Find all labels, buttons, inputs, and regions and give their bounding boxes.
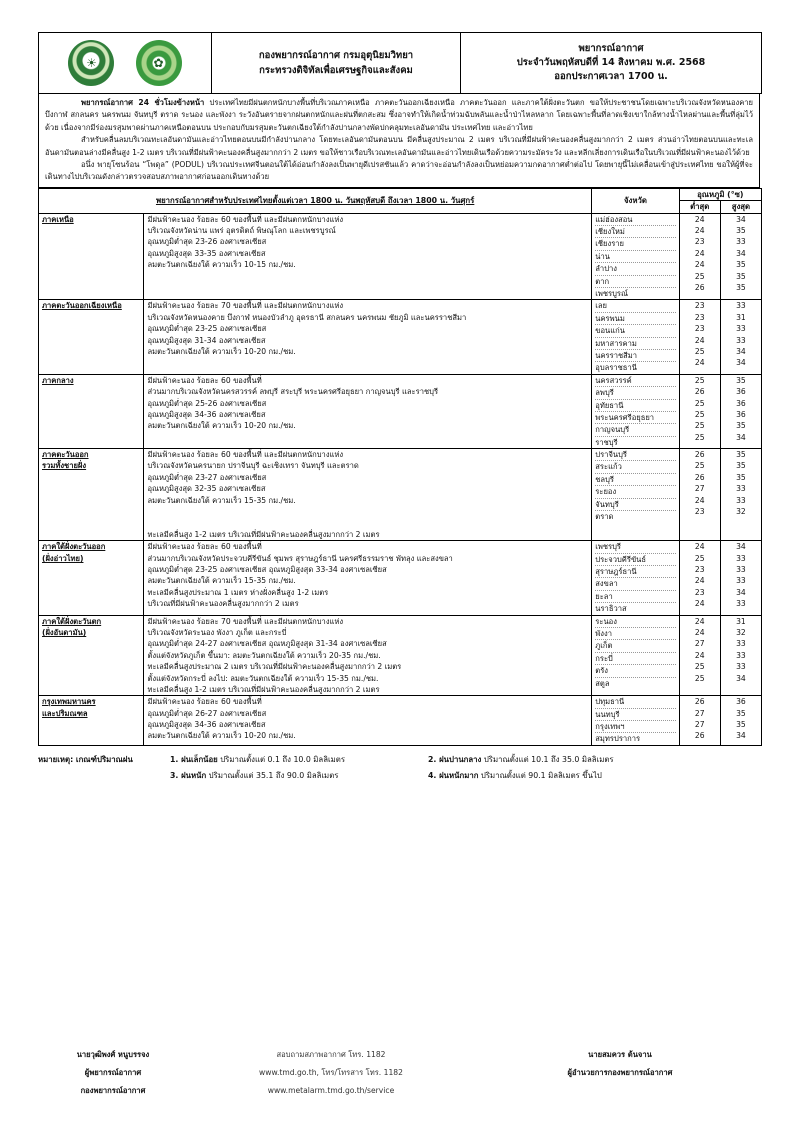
min-temp-value: 24 bbox=[694, 627, 705, 637]
min-temp-value: 26 bbox=[694, 731, 705, 741]
table-row bbox=[39, 300, 762, 374]
min-temp-value: 27 bbox=[694, 484, 705, 494]
max-temp-value: 33 bbox=[736, 237, 746, 247]
province-name: ประจวบคีรีขันธ์ bbox=[595, 554, 675, 566]
forecast-line: มีฝนฟ้าคะนอง ร้อยละ 60 ของพื้นที่ และมีฝนตกหนักบางแห่ง bbox=[147, 214, 344, 224]
logo-cell bbox=[39, 33, 212, 94]
province-name: พังงา bbox=[595, 628, 675, 640]
max-temp-value: 36 bbox=[736, 398, 746, 408]
forecast-line: ลมตะวันตกเฉียงใต้ ความเร็ว 15-35 กม./ชม. bbox=[147, 576, 296, 586]
max-temp-value: 33 bbox=[736, 301, 746, 311]
contact-phone: สอบถามสภาพอากาศ โทร. 1182 bbox=[276, 1050, 386, 1059]
contact-info bbox=[216, 1046, 446, 1100]
table-row bbox=[39, 696, 762, 746]
table-row bbox=[39, 615, 762, 696]
max-temp-value: 33 bbox=[736, 324, 746, 334]
max-temp-value: 34 bbox=[736, 346, 746, 356]
region-name-line: และปริมณฑล bbox=[42, 708, 88, 718]
max-temp-value: 34 bbox=[736, 673, 746, 683]
forecast-summary bbox=[38, 94, 760, 188]
min-temp-value: 24 bbox=[694, 214, 705, 224]
region-forecast-text bbox=[144, 615, 592, 696]
min-temp-list bbox=[679, 541, 720, 615]
region-name bbox=[39, 696, 144, 746]
region-name-line: ภาคเหนือ bbox=[42, 214, 74, 224]
region-name bbox=[39, 213, 144, 300]
max-temp-value: 35 bbox=[736, 271, 746, 281]
province-name: ภูเก็ต bbox=[595, 640, 675, 652]
min-temp-value: 24 bbox=[694, 248, 705, 258]
province-name: ยะลา bbox=[595, 591, 675, 603]
province-name: สมุทรปราการ bbox=[595, 734, 641, 744]
mdes-logo-icon: ✿ bbox=[136, 40, 182, 86]
max-temp-list bbox=[720, 449, 761, 541]
summary-text-1: ประเทศไทยมีฝนตกหนักบางพื้นที่บริเวณภาคเหนือ ภาคตะวันออกเฉียงเหนือ ภาคตะวันออก และภาคใต้ฝั่งตะวันตก ขอให้ประชาชนโดยเฉพาะบริเวณจังหวัดหนองคาย บึงกาฬ สกลนคร นครพนม จันทบุรี ตราด ระนอง และพังงา ระวังอันตรายจากฝนตกหนักและฝนที่ตกสะสม ซึ่งอาจทำให้เกิดน้ำท่วมฉับพลันและน้ำป่าไหลหลาก โดยเฉพาะพื้นที่ลาดเชิงเขาใกล้ทางน้ำไหลผ่านและพื้นที่ลุ่มไว้ด้วย เนื่องจากมีร่องมรสุมพาดผ่านภาคเหนือตอนบน ประกอบกับมรสุมตะวันตกเฉียงใต้กำลังปานกลางพัดปกคลุมทะเลอันดามัน ประเทศไทย และอ่าวไทย bbox=[45, 98, 754, 132]
rainfall-note bbox=[38, 752, 762, 784]
province-name: ระนอง bbox=[595, 616, 675, 628]
region-name-line: (ฝั่งอันดามัน) bbox=[42, 627, 87, 637]
regional-forecast-body bbox=[39, 213, 762, 745]
max-temp-value: 33 bbox=[736, 564, 746, 574]
min-temp-value: 24 bbox=[694, 358, 705, 368]
region-name bbox=[39, 615, 144, 696]
province-name: นครพนม bbox=[595, 313, 675, 325]
min-temp-value: 24 bbox=[694, 599, 705, 609]
max-temp-value: 33 bbox=[736, 662, 746, 672]
province-list bbox=[592, 541, 679, 615]
forecast-line: มีฝนฟ้าคะนอง ร้อยละ 70 ของพื้นที่ และมีฝนตกหนักบางแห่ง bbox=[147, 301, 344, 311]
summary-paragraph-3: อนึ่ง พายุโซนร้อน “โพดุล” (PODUL) บริเวณประเทศจีนตอนใต้ได้อ่อนกำลังลงเป็นพายุดีเปรสชันแล้ว คาดว่าจะอ่อนกำลังลงเป็นหย่อมความกดอากาศต่ำต่อไป โดยพายุนี้ไม่เคลื่อนเข้าสู่ประเทศไทย ขอให้ผู้ที่จะเดินทางไปบริเวณดังกล่าวตรวจสอบสภาพอากาศก่อนออกเดินทางด้วย bbox=[45, 160, 753, 182]
department-name: กองพยากรณ์อากาศ กรมอุตุนิยมวิทยา bbox=[258, 50, 414, 61]
min-temp-value: 25 bbox=[694, 421, 705, 431]
region-name bbox=[39, 300, 144, 374]
forecast-line: อุณหภูมิสูงสุด 32-35 องศาเซลเซียส bbox=[147, 484, 266, 494]
forecast-line: ลมตะวันตกเฉียงใต้ ความเร็ว 10-15 กม./ชม. bbox=[147, 260, 296, 270]
min-temp-value: 25 bbox=[694, 409, 705, 419]
max-temp-value: 34 bbox=[736, 587, 746, 597]
max-temp-value: 35 bbox=[736, 708, 746, 718]
min-temp-value: 23 bbox=[694, 564, 705, 574]
max-temp-value: 34 bbox=[736, 358, 746, 368]
forecast-line: บริเวณจังหวัดน่าน แพร่ อุตรดิตถ์ พิษณุโลก และเพชรบูรณ์ bbox=[147, 226, 336, 236]
max-temp-value: 35 bbox=[736, 720, 746, 730]
max-temp-value: 33 bbox=[736, 484, 746, 494]
max-temp-value: 31 bbox=[736, 312, 746, 322]
province-name: ชลบุรี bbox=[595, 474, 675, 486]
min-temp-value: 25 bbox=[694, 673, 705, 683]
min-temp-value: 25 bbox=[694, 375, 705, 385]
summary-paragraph-1 bbox=[45, 97, 753, 134]
forecast-line: อุณหภูมิต่ำสุด 23-27 องศาเซลเซียส bbox=[147, 472, 267, 482]
min-temp-value: 24 bbox=[694, 650, 705, 660]
forecaster-position: ผู้พยากรณ์อากาศ bbox=[84, 1068, 142, 1077]
province-name: ขอนแก่น bbox=[595, 325, 675, 337]
min-temp-value: 26 bbox=[694, 283, 705, 292]
forecast-document bbox=[38, 32, 762, 784]
province-name: ปราจีนบุรี bbox=[595, 449, 675, 461]
max-temp-list bbox=[720, 300, 761, 374]
province-name: มหาสารคาม bbox=[595, 338, 675, 350]
report-date: ประจำวันพฤหัสบดีที่ 14 สิงหาคม พ.ศ. 2568 bbox=[516, 57, 706, 68]
province-name: สตูล bbox=[595, 678, 610, 688]
note-row-1 bbox=[38, 752, 762, 768]
forecast-column-header: พยากรณ์อากาศสำหรับประเทศไทยตั้งแต่เวลา 1800 น. วันพฤหัสบดี ถึงเวลา 1800 น. วันศุกร์ bbox=[39, 188, 592, 213]
min-temp-value: 26 bbox=[694, 697, 705, 707]
table-row bbox=[39, 449, 762, 541]
forecast-line: บริเวณจังหวัดนครนายก ปราจีนบุรี ฉะเชิงเทรา จันทบุรี และตราด bbox=[147, 461, 359, 471]
forecast-line: อุณหภูมิต่ำสุด 23-26 องศาเซลเซียส bbox=[147, 237, 267, 247]
max-temp-value: 35 bbox=[736, 472, 746, 482]
forecast-line: ส่วนมากบริเวณจังหวัดนครสวรรค์ ลพบุรี สระบุรี พระนครศรีอยุธยา กาญจนบุรี และราชบุรี bbox=[147, 387, 439, 397]
province-name: สระแก้ว bbox=[595, 461, 675, 473]
forecast-line: อุณหภูมิต่ำสุด 26-27 องศาเซลเซียส bbox=[147, 708, 267, 718]
forecast-line: อุณหภูมิต่ำสุด 25-26 องศาเซลเซียส bbox=[147, 398, 267, 408]
min-temp-value: 25 bbox=[694, 553, 705, 563]
max-temp-value: 35 bbox=[736, 461, 746, 471]
forecast-line: ลมตะวันตกเฉียงใต้ ความเร็ว 10-20 กม./ชม. bbox=[147, 731, 296, 741]
province-list bbox=[592, 696, 679, 746]
forecast-line: ลมตะวันตกเฉียงใต้ ความเร็ว 10-20 กม./ชม. bbox=[147, 346, 296, 356]
forecast-line: บริเวณจังหวัดระนอง พังงา ภูเก็ต และกระบี่ bbox=[147, 627, 287, 637]
province-name: อุบลราชธานี bbox=[595, 363, 637, 373]
min-temp-list bbox=[679, 300, 720, 374]
max-temp-value: 36 bbox=[736, 409, 746, 419]
note-item-2: 2. ฝนปานกลาง ปริมาณตั้งแต่ 10.1 ถึง 35.0 มิลลิเมตร bbox=[428, 754, 614, 764]
min-temp-value: 23 bbox=[694, 587, 705, 597]
tmd-logo-icon: ☀ bbox=[68, 40, 114, 86]
region-name-line: รวมทั้งชายฝั่ง bbox=[42, 461, 87, 471]
table-row bbox=[39, 374, 762, 448]
max-temp-list bbox=[720, 213, 761, 300]
region-forecast-text bbox=[144, 541, 592, 615]
forecast-line bbox=[147, 357, 588, 368]
region-forecast-text bbox=[144, 213, 592, 300]
note-item-3: 3. ฝนหนัก ปริมาณตั้งแต่ 35.1 ถึง 90.0 มิลลิเมตร bbox=[170, 770, 339, 780]
min-temp-list bbox=[679, 213, 720, 300]
region-forecast-text bbox=[144, 449, 592, 541]
province-name: ตรัง bbox=[595, 665, 675, 677]
province-name: เชียงราย bbox=[595, 238, 675, 250]
max-temp-value: 35 bbox=[736, 450, 746, 460]
province-name: ลพบุรี bbox=[595, 387, 675, 399]
province-list bbox=[592, 300, 679, 374]
province-name: สงขลา bbox=[595, 578, 675, 590]
regional-forecast-table bbox=[38, 188, 762, 746]
forecast-line: อุณหภูมิสูงสุด 34-36 องศาเซลเซียส bbox=[147, 409, 266, 419]
province-name: ระยอง bbox=[595, 486, 675, 498]
forecast-line: อุณหภูมิต่ำสุด 23-25 องศาเซลเซียส อุณหภูมิสูงสุด 33-34 องศาเซลเซียส bbox=[147, 564, 387, 574]
max-temp-value: 33 bbox=[736, 553, 746, 563]
province-name: เพชรบุรี bbox=[595, 541, 675, 553]
note-label: หมายเหตุ: เกณฑ์ปริมาณฝน bbox=[38, 754, 133, 764]
province-name: น่าน bbox=[595, 251, 675, 263]
summary-lead: พยากรณ์อากาศ 24 ชั่วโมงข้างหน้า bbox=[81, 98, 205, 107]
max-temp-value: 31 bbox=[736, 616, 746, 626]
province-name: ตาก bbox=[595, 276, 675, 288]
min-temp-value: 23 bbox=[694, 507, 705, 517]
max-temp-value: 32 bbox=[736, 627, 746, 637]
region-name-line: ภาคใต้ฝั่งตะวันออก bbox=[42, 542, 106, 552]
forecast-line: ลมตะวันตกเฉียงใต้ ความเร็ว 10-20 กม./ชม. bbox=[147, 421, 296, 431]
max-temp-value: 36 bbox=[736, 697, 746, 707]
province-list bbox=[592, 615, 679, 696]
forecast-line: อุณหภูมิสูงสุด 31-34 องศาเซลเซียส bbox=[147, 335, 266, 345]
max-temp-value: 34 bbox=[736, 542, 746, 552]
department-cell bbox=[212, 33, 461, 94]
temperature-column-header: อุณหภูมิ (°ซ) bbox=[679, 188, 761, 200]
max-temp-value: 35 bbox=[736, 260, 746, 270]
forecast-line: อุณหภูมิต่ำสุด 23-25 องศาเซลเซียส bbox=[147, 324, 267, 334]
province-name: แม่ฮ่องสอน bbox=[595, 214, 675, 226]
forecast-line bbox=[147, 517, 588, 528]
max-temp-list bbox=[720, 541, 761, 615]
province-name: อุทัยธานี bbox=[595, 400, 675, 412]
province-name: เลย bbox=[595, 300, 675, 312]
max-temp-value: 32 bbox=[736, 507, 746, 517]
province-name: กาญจนบุรี bbox=[595, 424, 675, 436]
province-column-header: จังหวัด bbox=[592, 188, 679, 213]
forecast-line: ตั้งแต่จังหวัดภูเก็ต ขึ้นมา: ลมตะวันตกเฉียงใต้ ความเร็ว 20-35 กม./ชม. bbox=[147, 650, 381, 660]
forecast-line: มีฝนฟ้าคะนอง ร้อยละ 60 ของพื้นที่ bbox=[147, 542, 262, 552]
forecast-line bbox=[147, 282, 588, 293]
ministry-name: กระทรวงดิจิทัลเพื่อเศรษฐกิจและสังคม bbox=[259, 65, 413, 76]
min-temp-value: 26 bbox=[694, 472, 705, 482]
forecast-line: ลมตะวันตกเฉียงใต้ ความเร็ว 15-35 กม./ชม. bbox=[147, 495, 296, 505]
province-list bbox=[592, 449, 679, 541]
header-table bbox=[38, 32, 762, 94]
max-temp-value: 34 bbox=[736, 432, 746, 442]
max-temp-value: 35 bbox=[736, 226, 746, 236]
contact-website-link[interactable]: www.tmd.go.th, โทร/โทรสาร โทร. 1182 bbox=[259, 1068, 403, 1077]
province-name: กระบี่ bbox=[595, 653, 675, 665]
director-name: นายสมควร ต้นจาน bbox=[588, 1050, 652, 1059]
province-name: สุราษฎร์ธานี bbox=[595, 566, 675, 578]
region-name-line: ภาคตะวันออกเฉียงเหนือ bbox=[42, 301, 122, 311]
max-temp-value: 34 bbox=[736, 214, 746, 224]
region-name bbox=[39, 449, 144, 541]
max-temp-value: 35 bbox=[736, 283, 746, 292]
max-temp-value: 35 bbox=[736, 421, 746, 431]
min-temp-list bbox=[679, 374, 720, 448]
max-temp-value: 33 bbox=[736, 599, 746, 609]
province-list bbox=[592, 374, 679, 448]
min-temp-value: 24 bbox=[694, 616, 705, 626]
note-item-4: 4. ฝนหนักมาก ปริมาณตั้งแต่ 90.1 มิลลิเมตร ขึ้นไป bbox=[428, 770, 602, 780]
min-temp-value: 25 bbox=[694, 271, 705, 281]
min-temp-value: 25 bbox=[694, 662, 705, 672]
max-temp-value: 36 bbox=[736, 387, 746, 397]
director-position: ผู้อำนวยการกองพยากรณ์อากาศ bbox=[567, 1068, 673, 1077]
min-temp-value: 26 bbox=[694, 387, 705, 397]
min-temp-list bbox=[679, 449, 720, 541]
province-name: นราธิวาส bbox=[595, 604, 627, 614]
forecast-line: ทะเลมีคลื่นสูงประมาณ 2 เมตร บริเวณที่มีฝนฟ้าคะนองคลื่นสูงมากกว่า 2 เมตร bbox=[147, 662, 402, 672]
min-temp-value: 24 bbox=[694, 226, 705, 236]
min-temp-value: 23 bbox=[694, 312, 705, 322]
min-temp-value: 25 bbox=[694, 346, 705, 356]
forecast-line: ทะเลมีคลื่นสูงประมาณ 1 เมตร ห่างฝั่งคลื่นสูง 1-2 เมตร bbox=[147, 587, 329, 597]
min-temp-value: 24 bbox=[694, 260, 705, 270]
forecaster-division: กองพยากรณ์อากาศ bbox=[80, 1086, 146, 1095]
forecast-line: ตั้งแต่จังหวัดกระบี่ ลงไป: ลมตะวันตกเฉียงใต้ ความเร็ว 15-35 กม./ชม. bbox=[147, 673, 379, 683]
director-signature bbox=[478, 1046, 762, 1082]
region-name-line: ภาคกลาง bbox=[42, 375, 74, 385]
min-temp-value: 24 bbox=[694, 335, 705, 345]
min-temp-value: 25 bbox=[694, 432, 705, 442]
note-row-2 bbox=[38, 768, 762, 784]
province-name: นนทบุรี bbox=[595, 709, 675, 721]
forecast-line: อุณหภูมิต่ำสุด 24-27 องศาเซลเซียส อุณหภูมิสูงสุด 31-34 องศาเซลเซียส bbox=[147, 639, 387, 649]
min-temp-value: 25 bbox=[694, 461, 705, 471]
forecast-line: ส่วนมากบริเวณจังหวัดประจวบคีรีขันธ์ ชุมพร สุราษฎร์ธานี นครศรีธรรมราช พัทลุง และสงขลา bbox=[147, 553, 453, 563]
province-name: ราชบุรี bbox=[595, 437, 618, 447]
forecaster-signature bbox=[38, 1046, 188, 1100]
province-list bbox=[592, 213, 679, 300]
max-temp-list bbox=[720, 374, 761, 448]
min-temp-value: 27 bbox=[694, 639, 705, 649]
max-temp-value: 33 bbox=[736, 576, 746, 586]
min-temp-value: 24 bbox=[694, 542, 705, 552]
province-name: นครสวรรค์ bbox=[595, 375, 675, 387]
min-temp-value: 23 bbox=[694, 301, 705, 311]
report-issue-time: ออกประกาศเวลา 1700 น. bbox=[554, 71, 668, 82]
region-forecast-text bbox=[144, 696, 592, 746]
min-temp-list bbox=[679, 615, 720, 696]
max-temp-value: 33 bbox=[736, 639, 746, 649]
max-temp-list bbox=[720, 696, 761, 746]
report-title: พยากรณ์อากาศ bbox=[578, 43, 644, 54]
province-name: พระนครศรีอยุธยา bbox=[595, 412, 675, 424]
region-forecast-text bbox=[144, 374, 592, 448]
min-temp-value: 24 bbox=[694, 495, 705, 505]
forecast-line bbox=[147, 271, 588, 282]
forecast-line bbox=[147, 506, 588, 517]
min-temp-value: 27 bbox=[694, 720, 705, 730]
region-name-line: (ฝั่งอ่าวไทย) bbox=[42, 553, 84, 563]
province-name: นครราชสีมา bbox=[595, 350, 675, 362]
contact-service-link[interactable]: www.metalarm.tmd.go.th/service bbox=[267, 1086, 395, 1095]
region-name bbox=[39, 541, 144, 615]
province-name: ตราด bbox=[595, 512, 614, 522]
table-row bbox=[39, 213, 762, 300]
forecast-line: มีฝนฟ้าคะนอง ร้อยละ 60 ของพื้นที่ และมีฝนตกหนักบางแห่ง bbox=[147, 450, 344, 460]
min-temp-header: ต่ำสุด bbox=[679, 201, 720, 213]
forecast-line: ทะเลมีคลื่นสูง 1-2 เมตร บริเวณที่มีฝนฟ้าคะนองคลื่นสูงมากกว่า 2 เมตร bbox=[147, 684, 380, 694]
forecast-line: บริเวณจังหวัดหนองคาย บึงกาฬ หนองบัวลำภู อุดรธานี สกลนคร นครพนม ชัยภูมิ และนครราชสีมา bbox=[147, 312, 467, 322]
max-temp-value: 35 bbox=[736, 375, 746, 385]
max-temp-value: 33 bbox=[736, 650, 746, 660]
province-name: ลำปาง bbox=[595, 263, 675, 275]
max-temp-header: สูงสุด bbox=[720, 201, 761, 213]
province-name: ปทุมธานี bbox=[595, 696, 675, 708]
max-temp-list bbox=[720, 615, 761, 696]
region-name bbox=[39, 374, 144, 448]
table-row bbox=[39, 541, 762, 615]
min-temp-value: 27 bbox=[694, 708, 705, 718]
province-name: เพชรบูรณ์ bbox=[595, 289, 629, 298]
province-name: กรุงเทพฯ bbox=[595, 721, 675, 733]
forecast-line: มีฝนฟ้าคะนอง ร้อยละ 60 ของพื้นที่ bbox=[147, 697, 262, 707]
region-name-line: ภาคใต้ฝั่งตะวันตก bbox=[42, 616, 102, 626]
max-temp-value: 34 bbox=[736, 731, 746, 741]
min-temp-value: 23 bbox=[694, 324, 705, 334]
summary-paragraph-2: สำหรับคลื่นลมบริเวณทะเลอันดามันและอ่าวไทยตอนบนมีกำลังปานกลาง โดยทะเลอันดามันตอนบน มีคลื่นสูงประมาณ 2 เมตร บริเวณที่มีฝนฟ้าคะนองคลื่นสูงมากกว่า 2 เมตร ส่วนอ่าวไทยตอนบนและทะเลอันดามันตอนล่างมีคลื่นสูง 1-2 เมตร บริเวณที่มีฝนฟ้าคะนองคลื่นสูงมากกว่า 2 เมตร ขอให้ชาวเรือบริเวณทะเลอันดามันและอ่าวไทยเดินเรือด้วยความระมัดระวัง และหลีกเลี่ยงการเดินเรือในบริเวณที่มีฝนฟ้าคะนองไว้ด้วย bbox=[45, 135, 753, 157]
forecast-line: มีฝนฟ้าคะนอง ร้อยละ 60 ของพื้นที่ bbox=[147, 375, 262, 385]
report-cell bbox=[461, 33, 762, 94]
region-name-line: กรุงเทพมหานคร bbox=[42, 697, 96, 707]
min-temp-value: 26 bbox=[694, 450, 705, 460]
note-item-1: 1. ฝนเล็กน้อย ปริมาณตั้งแต่ 0.1 ถึง 10.0 มิลลิเมตร bbox=[170, 754, 346, 764]
forecast-line: บริเวณที่มีฝนฟ้าคะนองคลื่นสูงมากกว่า 2 เมตร bbox=[147, 599, 299, 609]
forecast-line bbox=[147, 432, 588, 443]
min-temp-list bbox=[679, 696, 720, 746]
max-temp-value: 33 bbox=[736, 335, 746, 345]
forecaster-name: นายวุฒิพงศ์ หนูบรรจง bbox=[76, 1050, 150, 1059]
province-name: เชียงใหม่ bbox=[595, 226, 675, 238]
min-temp-value: 25 bbox=[694, 398, 705, 408]
region-name-line: ภาคตะวันออก bbox=[42, 450, 89, 460]
forecast-line: อุณหภูมิสูงสุด 34-36 องศาเซลเซียส bbox=[147, 720, 266, 730]
forecast-line: ทะเลมีคลื่นสูง 1-2 เมตร บริเวณที่มีฝนฟ้าคะนองคลื่นสูงมากกว่า 2 เมตร bbox=[147, 529, 380, 539]
forecast-line: อุณหภูมิสูงสุด 33-35 องศาเซลเซียส bbox=[147, 248, 266, 258]
province-name: จันทบุรี bbox=[595, 499, 675, 511]
min-temp-value: 24 bbox=[694, 576, 705, 586]
min-temp-value: 23 bbox=[694, 237, 705, 247]
region-forecast-text bbox=[144, 300, 592, 374]
max-temp-value: 33 bbox=[736, 495, 746, 505]
forecast-line: มีฝนฟ้าคะนอง ร้อยละ 70 ของพื้นที่ และมีฝนตกหนักบางแห่ง bbox=[147, 616, 344, 626]
max-temp-value: 34 bbox=[736, 248, 746, 258]
